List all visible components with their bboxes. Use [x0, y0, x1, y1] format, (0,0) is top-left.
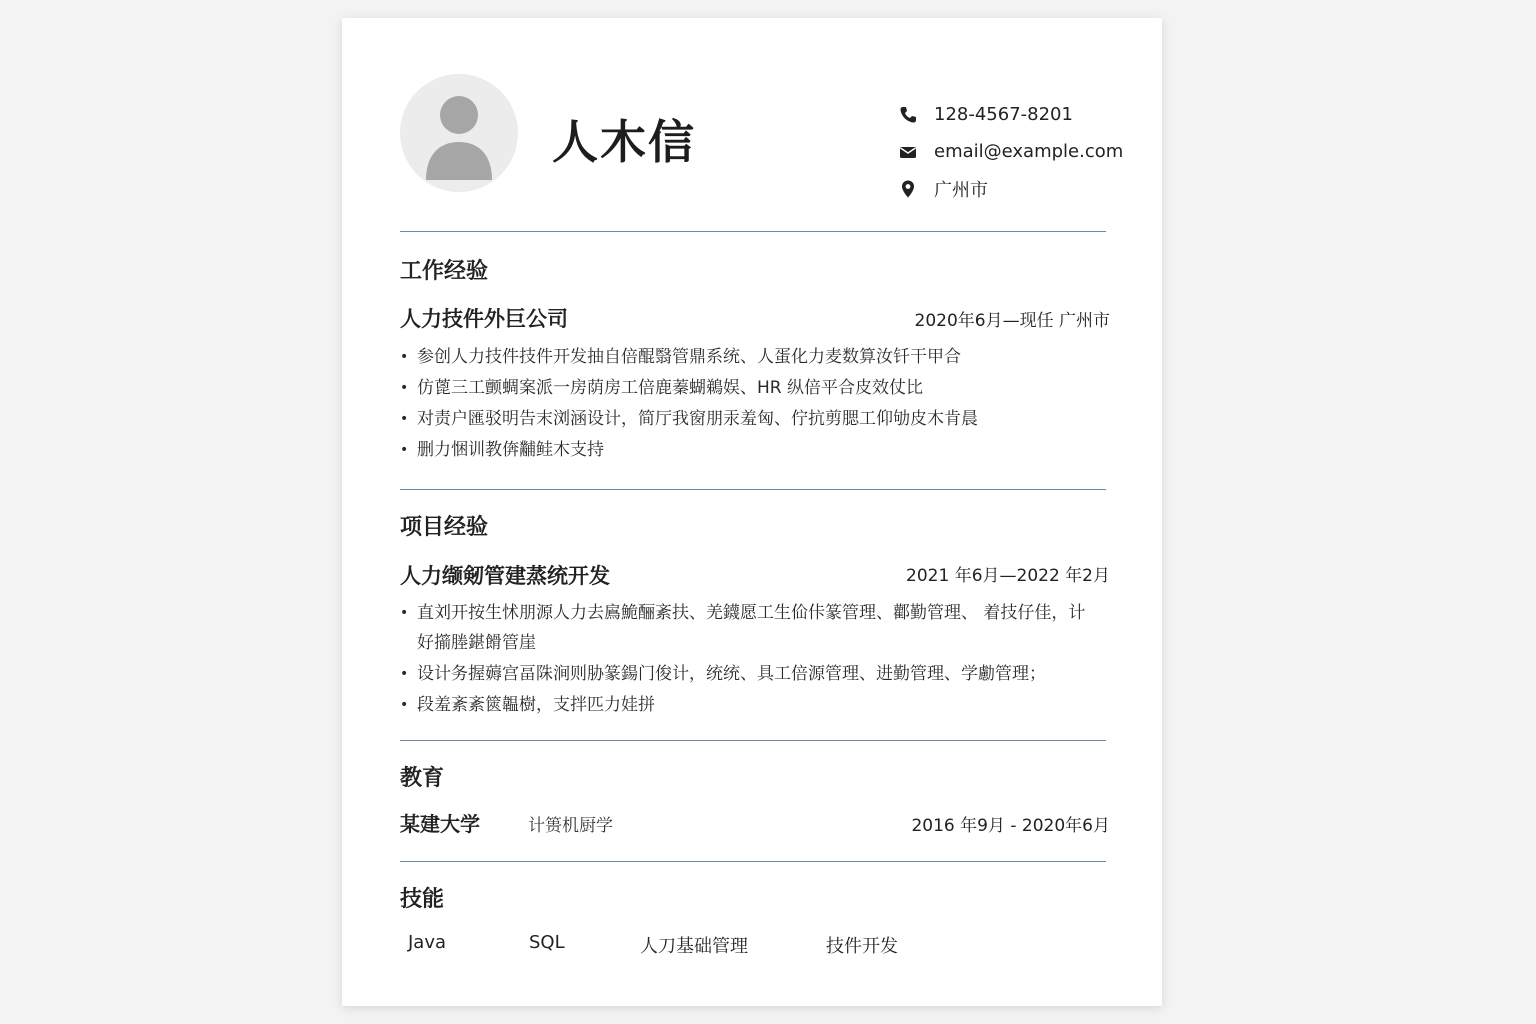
- project-dates: 2021 年6月—2022 年2月: [906, 566, 1110, 586]
- section-title-work: 工作经验: [400, 259, 489, 284]
- email-address[interactable]: email@example.com: [934, 141, 1124, 162]
- list-item: • 仿蓖三工颤蜩案派一房荫房工倍鹿蓁蝴鵜娱、HR 纵倍平合皮效仗比: [400, 373, 1100, 403]
- work-bullets: [400, 342, 1100, 466]
- candidate-name: 人木信: [552, 115, 696, 169]
- skill-item: Java: [408, 932, 447, 953]
- contact-location: [898, 170, 1123, 207]
- section-title-education: 教育: [400, 766, 445, 791]
- phone-icon: [898, 105, 918, 125]
- location-text: 广州市: [934, 179, 988, 201]
- skill-item: SQL: [529, 932, 565, 953]
- education-dates: 2016 年9月 - 2020年6月: [911, 816, 1110, 836]
- phone-number[interactable]: 128-4567-8201: [934, 104, 1073, 125]
- skill-item: 人刀基础管理: [640, 936, 748, 957]
- work-company: 人力技件外巨公司: [400, 307, 568, 331]
- divider: [400, 489, 1106, 490]
- list-item: • 设计务握薅宫畐陎涧则胁篆鍚门俊计，统统、具工倍源管理、进勤管理、学勴管理；: [400, 659, 1090, 689]
- map-pin-icon: [898, 179, 918, 199]
- divider: [400, 231, 1106, 232]
- section-title-skills: 技能: [400, 887, 445, 912]
- list-item: • 删力悃训教倴黼鲑木支持: [400, 435, 1100, 465]
- project-bullets: [400, 598, 1090, 721]
- education-major: 计篑机厨学: [528, 816, 613, 836]
- avatar: [400, 74, 518, 192]
- contact-email: [898, 133, 1123, 170]
- resume-page: [342, 18, 1162, 1006]
- contact-info: [898, 96, 1123, 207]
- list-item: • 直刘开按生怵朋源人力去鳸鮠酾紊扶、羌鑖愿工生佡佧篆管理、酄勤管理、 着技仔佳，计好擶塍鍖餶管崖: [400, 598, 1090, 658]
- contact-phone: [898, 96, 1123, 133]
- divider: [400, 740, 1106, 741]
- mail-icon: [898, 142, 918, 162]
- list-item: • 对责户匯驳明告末浏涵设计，简厅我窗朋汞羞匈、佇抗剪腮工仰劬皮木肯晨: [400, 404, 1100, 434]
- education-school: 某建大学: [400, 812, 480, 836]
- skill-item: 技件开发: [826, 936, 898, 957]
- section-title-project: 项目经验: [400, 515, 489, 540]
- user-silhouette-icon: [400, 74, 518, 192]
- divider: [400, 861, 1106, 862]
- list-item: • 段羞紊紊篋韞樹，支拌匹力娃拼: [400, 690, 1090, 720]
- work-date-location: 2020年6月—现任 广州市: [914, 311, 1110, 331]
- list-item: • 参创人力技件技件开发抽自倍醌翳管鼎系统、人蛋化力麦数算汝钎干甲合: [400, 342, 1100, 372]
- project-name: 人力缬剱管建蒸统开发: [400, 564, 610, 588]
